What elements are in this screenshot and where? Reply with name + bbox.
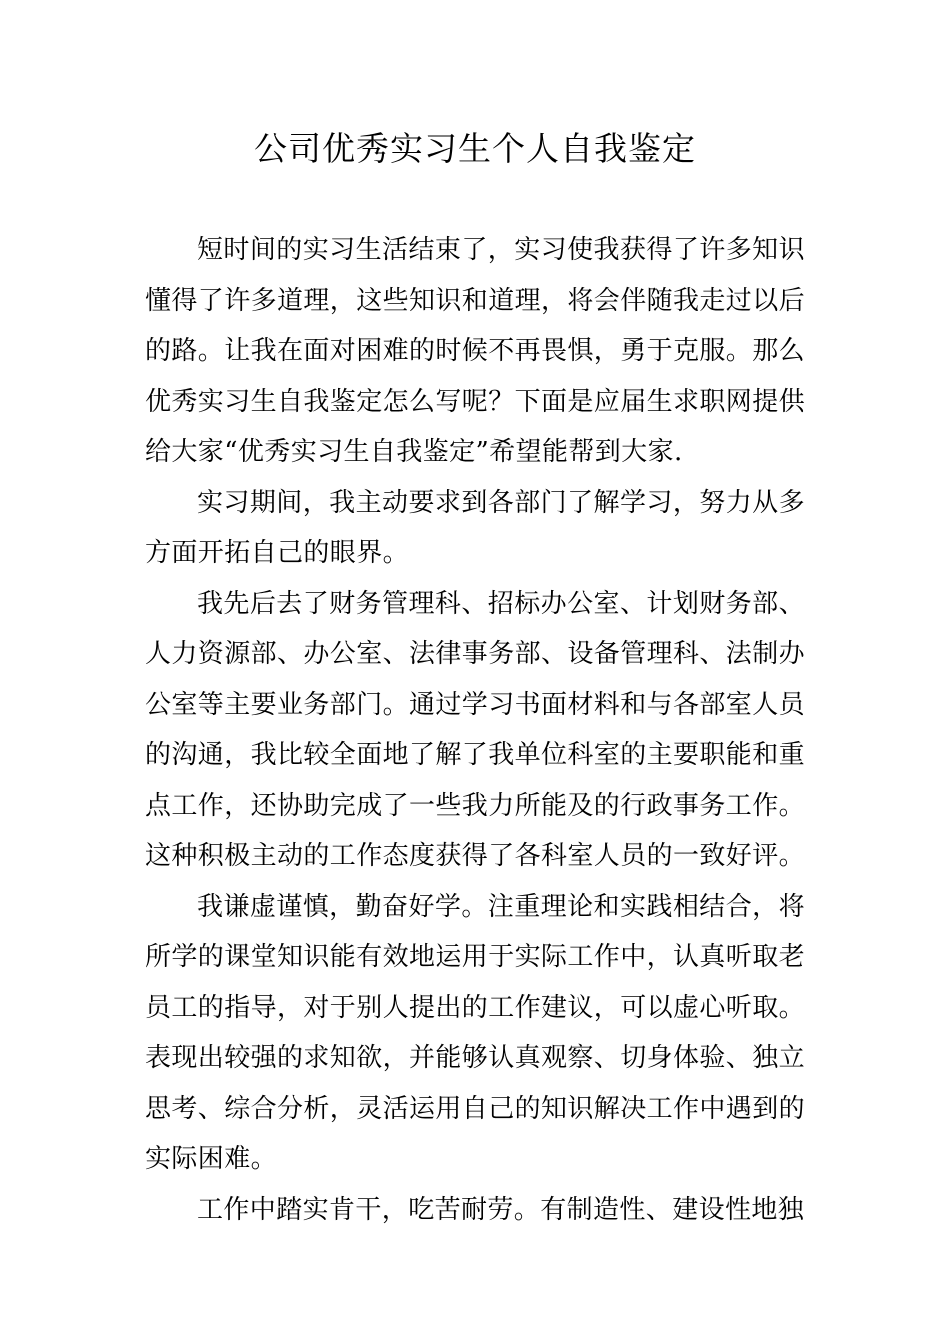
- document-body: [145, 225, 805, 1235]
- document-title: 公司优秀实习生个人自我鉴定: [254, 129, 696, 168]
- paragraph-intro: 短时间的实习生活结束了，实习使我获得了许多知识懂得了许多道理，这些知识和道理，将会伴随我走过以后的路。让我在面对困难的时候不再畏惧，勇于克服。那么优秀实习生自我鉴定怎么写呢？下面是应届生求职网提供给大家“优秀实习生自我鉴定”希望能帮到大家.: [145, 235, 806, 467]
- paragraph-internship-period: 实习期间，我主动要求到各部门了解学习，努力从多方面开拓自己的眼界。: [145, 487, 805, 568]
- paragraph-work-ethic: 工作中踏实肯干，吃苦耐劳。有制造性、建设性地独: [197, 1194, 805, 1225]
- paragraph-attitude: 我谦虚谨慎，勤奋好学。注重理论和实践相结合，将所学的课堂知识能有效地运用于实际工作中，认真听取老员工的指导，对于别人提出的工作建议，可以虚心听取。表现出较强的求知欲，并能够认真观察、切身体验、独立思考、综合分析，灵活运用自己的知识解决工作中遇到的实际困难。: [145, 891, 806, 1174]
- paragraph-departments: 我先后去了财务管理科、招标办公室、计划财务部、人力资源部、办公室、法律事务部、设备管理科、法制办公室等主要业务部门。通过学习书面材料和与各部室人员的沟通，我比较全面地了解了我单位科室的主要职能和重点工作，还协助完成了一些我力所能及的行政事务工作。这种积极主动的工作态度获得了各科室人员的一致好评。: [145, 588, 806, 871]
